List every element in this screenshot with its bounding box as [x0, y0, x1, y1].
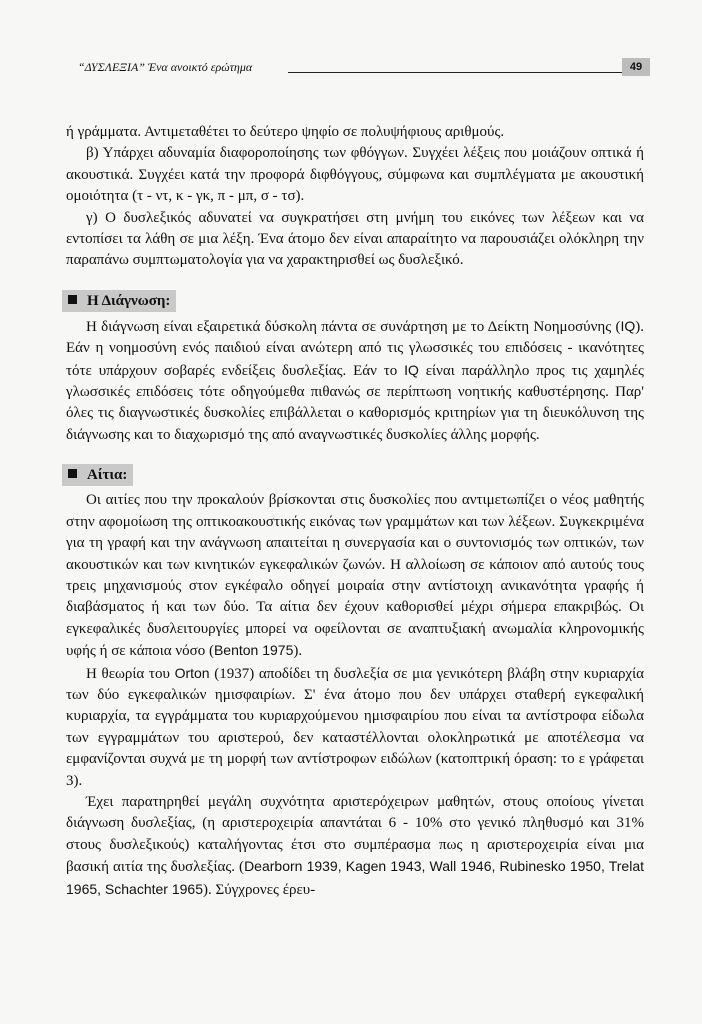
paragraph: ή γράμματα. Αντιμεταθέτει το δεύτερο ψηφίο σε πολυψήφιους αριθμούς.	[66, 124, 505, 140]
body-text	[66, 122, 644, 901]
paragraph: Οι αιτίες που την προκαλούν βρίσκονται στις δυσκολίες που αντιμετωπίζει ο νέος μαθητής στην αφομοίωση της οπτικοακουστικής εικόνας των γραμμάτων και των λέξεων. Συγκεκριμένα για τη γραφή και την ανάγνωση απαιτείται η συνεργασία και ο συντονισμός των οπτικών, των ακουστικών και των κινητικών εγκεφαλικών ζωνών. Η αλλοίωση σε κάποιον από αυτούς τους τρεις μηχανισμούς στον εγκέφαλο οδηγεί μοιραία στην αντίστοιχη ανικανότητα γραφής ή διαβάσματος ή και των δύο. Τα αίτια δεν έχουν καθορισθεί μέχρι σήμερα επακριβώς. Οι εγκεφαλικές δυσλειτουργίες μπορεί να οφείλονται σε αναπτυξιακή ανωμαλία κληρονομικής υφής ή σε κάποια νόσο (Benton 1975).	[66, 492, 644, 660]
paragraph: β) Υπάρχει αδυναμία διαφοροποίησης των φθόγγων. Συγχέει λέξεις που μοιάζουν οπτικά ή ακουστικά. Συγχέει κατά την προφορά διφθόγγους, σύμφωνα και συμπλέγματα με ακουστική ομοιότητα (τ - ντ, κ - γκ, π - μπ, σ - τσ).	[66, 145, 644, 205]
square-bullet-icon	[68, 295, 77, 304]
paragraph: Έχει παρατηρηθεί μεγάλη συχνότητα αριστερόχειρων μαθητών, στους οποίους γίνεται διάγνωση δυσλεξίας, (η αριστεροχειρία απαντάται 6 - 10% στο γενικό πληθυσμό και 31% στους δυσλεξικούς) καταλήγοντας έτσι στο συμπέρασμα πως η αριστεροχειρία είναι μια βασική αιτία της δυσλεξίας. (Dearborn 1939, Kagen 1943, Wall 1946, Rubinesko 1950, Trelat 1965, Schachter 1965). Σύγχρονες έρευ-	[66, 793, 644, 898]
running-header	[78, 56, 652, 86]
square-bullet-icon	[68, 469, 77, 478]
section-heading-diagnosis	[62, 290, 176, 312]
paragraph: γ) Ο δυσλεξικός αδυνατεί να συγκρατήσει στη μνήμη του εικόνες των λέξεων και να εντοπίσει τα λάθη σε μια λέξη. Ένα άτομο δεν είναι απαραίτητο να παρουσιάζει ολόκληρη την παραπάνω συμπτωματολογία για να χαρακτηρισθεί ως δυσλεξικό.	[66, 209, 644, 269]
header-title: “ΔΥΣΛΕΞΙΑ” Ένα ανοικτό ερώτημα	[78, 60, 253, 74]
page-number: 49	[622, 58, 650, 76]
section-title: Η Διάγνωση:	[87, 292, 171, 309]
section-heading-causes	[62, 464, 133, 486]
header-rule	[288, 72, 626, 73]
section-title: Αίτια:	[87, 467, 128, 484]
paragraph: Η διάγνωση είναι εξαιρετικά δύσκολη πάντα σε συνάρτηση με το Δείκτη Νοημοσύνης (IQ). Εάν η νοημοσύνη ενός παιδιού είναι ανώτερη από τις γλωσσικές του επιδόσεις - ικανότητες τότε υπάρχουν σοβαρές ενδείξεις δυσλεξίας. Εάν το IQ είναι παράλληλο προς τις χαμηλές γλωσσικές επιδόσεις τότε οδηγούμεθα πιθανώς σε περίπτωση νοητικής καθυστέρησης. Παρ' όλες τις διαγνωστικές δυσκολίες επιβάλλεται ο καθορισμός κριτηρίων για τη διευκόλυνση της διάγνωσης και το διαχωρισμό της από αναγνωστικές δυσκολίες άλλης μορφής.	[66, 317, 644, 443]
paragraph: Η θεωρία του Orton (1937) αποδίδει τη δυσλεξία σε μια γενικότερη βλάβη στην κυριαρχία των δύο εγκεφαλικών ημισφαιρίων. Σ' ένα άτομο που δεν υπάρχει σταθερή εγκεφαλική κυριαρχία, τα εγγράμματα του κυριαρχούμενου ημισφαιρίου που είναι τα αντίστροφα είδωλα των εγγραμμάτων του αριστερού, δεν καταστέλλονται ολοκληρωτικά με αποτέλεσμα να εμφανίζονται συχνά με τη μορφή των αντίστροφων ειδώλων (κατοπτρική όραση: το ε γράφεται 3).	[66, 664, 644, 789]
